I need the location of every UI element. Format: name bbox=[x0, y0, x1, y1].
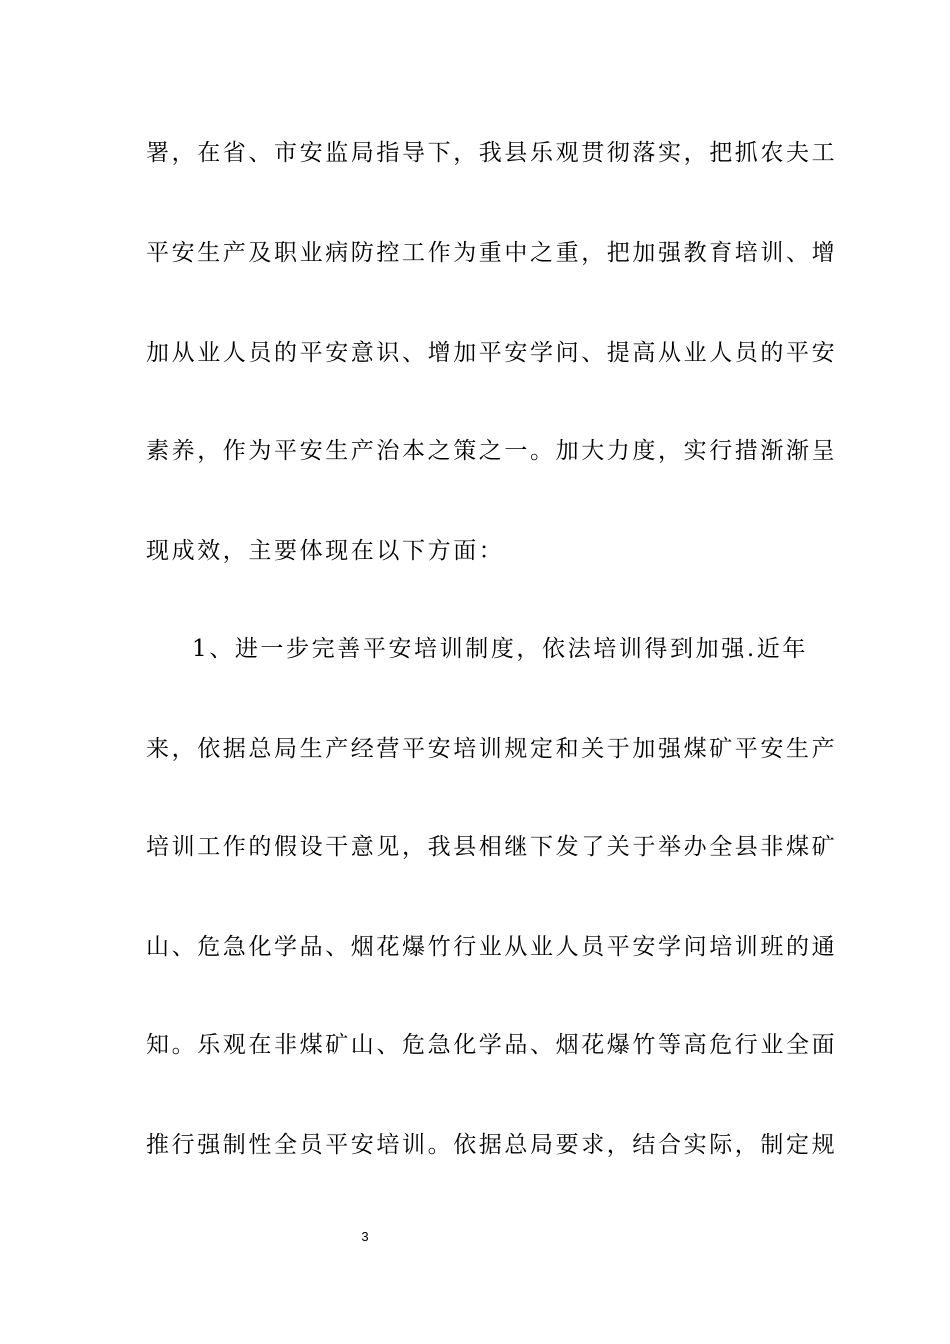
body-text-line: 来，依据总局生产经营平安培训规定和关于加强煤矿平安生产 bbox=[146, 736, 838, 762]
body-text-line: 平安生产及职业病防控工作为重中之重，把加强教育培训、增 bbox=[146, 240, 838, 266]
body-text-line: 素养，作为平安生产治本之策之一。加大力度，实行措渐渐呈 bbox=[146, 438, 838, 464]
body-text-line: 培训工作的假设干意见，我县相继下发了关于举办全县非煤矿 bbox=[146, 834, 838, 860]
body-text-line: 知。乐观在非煤矿山、危急化学品、烟花爆竹等高危行业全面 bbox=[146, 1032, 838, 1058]
body-text-line: 加从业人员的平安意识、增加平安学问、提高从业人员的平安 bbox=[146, 340, 838, 366]
body-text-line: 山、危急化学品、烟花爆竹行业从业人员平安学问培训班的通 bbox=[146, 934, 838, 960]
body-text-line: 现成效，主要体现在以下方面： bbox=[146, 538, 505, 564]
page-number: 3 bbox=[361, 1229, 369, 1244]
body-text-line: 推行强制性全员平安培训。依据总局要求，结合实际，制定规 bbox=[146, 1132, 838, 1158]
body-text-line: 署，在省、市安监局指导下，我县乐观贯彻落实，把抓农夫工 bbox=[146, 140, 838, 166]
paragraph-start-line: 1、进一步完善平安培训制度，依法培训得到加强.近年 bbox=[192, 636, 808, 662]
